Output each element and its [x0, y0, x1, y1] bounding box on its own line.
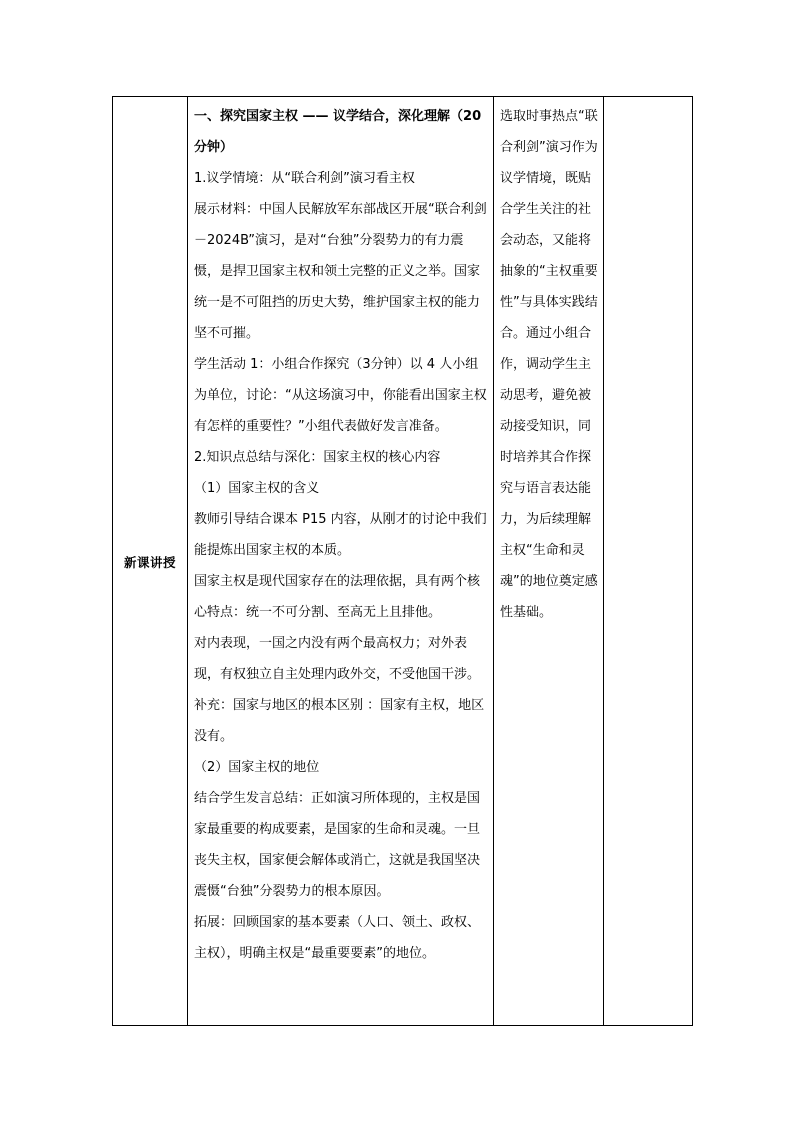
- content-paragraph: 补充：国家与地区的根本区别 ：国家有主权，地区没有。: [194, 698, 485, 744]
- design-intent-text: 选取时事热点“联合利剑”演习作为议学情境，既贴合学生关注的社会动态，又能将抽象的“主权重要性”与具体实践结合。通过小组合作，调动学生主动思考，避免被动接受知识，同时培养其合作探究与语言表达能力，为后续理解主权“生命和灵魂”的地位奠定感性基础。: [500, 109, 598, 620]
- lesson-plan-table: [112, 96, 693, 1026]
- segment-cell: [113, 97, 188, 1026]
- content-paragraph: （2）国家主权的地位: [194, 760, 320, 775]
- segment-label: 新课讲授: [123, 554, 176, 570]
- content-paragraph: 2.知识点总结与深化：国家主权的核心内容: [194, 450, 441, 465]
- content-paragraph: 国家主权是现代国家存在的法理依据，具有两个核心特点：统一不可分割、至高无上且排他。: [194, 574, 481, 620]
- content-paragraph: 对内表现，一国之内没有两个最高权力；对外表现，有权独立自主处理内政外交，不受他国干涉。: [194, 636, 481, 682]
- content-paragraph: 结合学生发言总结：正如演习所体现的，主权是国家最重要的构成要素，是国家的生命和灵魂。一旦丧失主权，国家便会解体或消亡，这就是我国坚决震慑“台独”分裂势力的根本原因。: [194, 791, 481, 899]
- table-row: [113, 97, 693, 1026]
- content-paragraph: 展示材料：中国人民解放军东部战区开展“联合利剑－2024B”演习，是对“台独”分裂势力的有力震慑，是捍卫国家主权和领土完整的正义之举。国家统一是不可阻挡的历史大势，维护国家主权的能力坚不可摧。: [194, 202, 487, 341]
- teaching-content: [188, 97, 493, 969]
- content-cell: [188, 97, 494, 1026]
- notes-cell: [604, 97, 693, 1026]
- section-title: 一、探究国家主权 —— 议学结合，深化理解（20分钟）: [194, 109, 482, 155]
- content-paragraph: 1.议学情境：从“联合利剑”演习看主权: [194, 171, 415, 186]
- content-paragraph: 教师引导结合课本 P15 内容，从刚才的讨论中我们能提炼出国家主权的本质。: [194, 512, 487, 558]
- content-paragraph: 学生活动 1：小组合作探究（3分钟）以 4 人小组为单位，讨论：“从这场演习中，你能看出国家主权有怎样的重要性？”小组代表做好发言准备。: [194, 357, 487, 434]
- design-intent-cell: [494, 97, 604, 1026]
- content-paragraph: 拓展：回顾国家的基本要素（人口、领土、政权、主权），明确主权是“最重要要素”的地位。: [194, 915, 481, 961]
- content-paragraph: （1）国家主权的含义: [194, 481, 320, 496]
